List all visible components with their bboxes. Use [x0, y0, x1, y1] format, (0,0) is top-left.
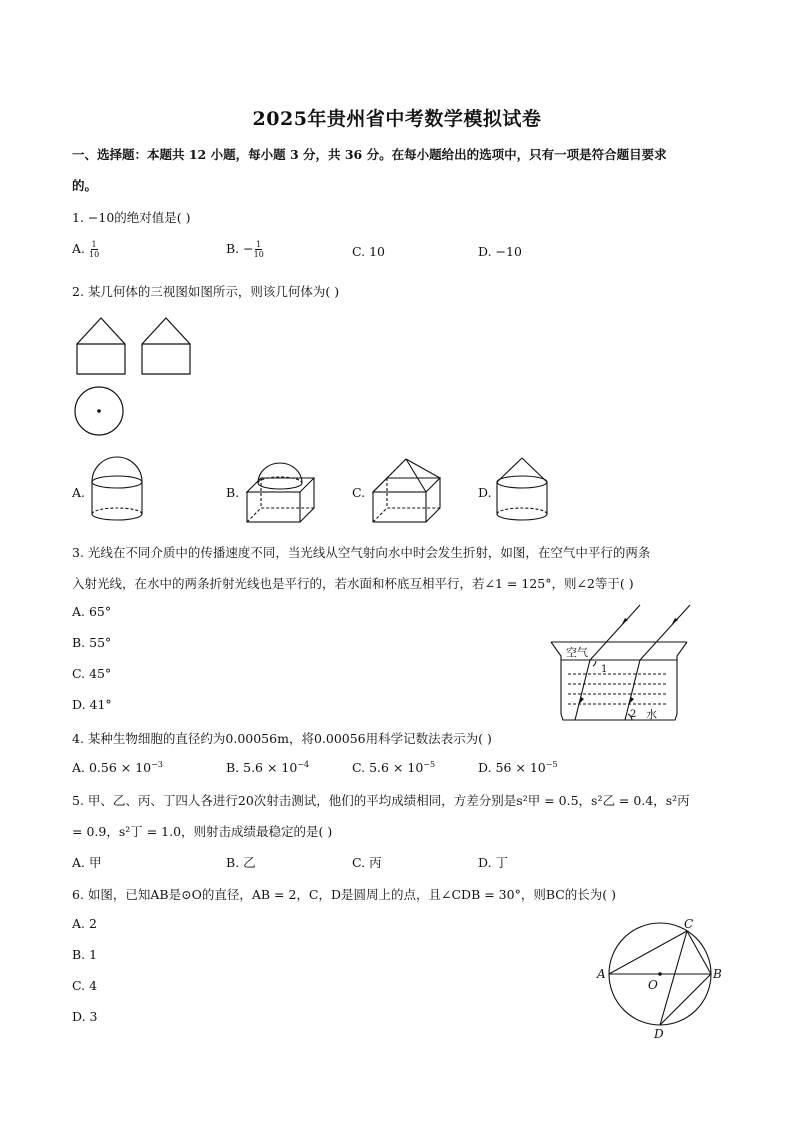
q6-option-b[interactable]: B. 1 [72, 947, 98, 962]
q2-option-a[interactable]: A. [72, 485, 86, 500]
q2-stem: 2. 某几何体的三视图如图所示，则该几何体为( ) [72, 284, 340, 299]
q1-option-d[interactable]: D. −10 [478, 244, 522, 259]
q1-stem: 1. −10的绝对值是( ) [72, 210, 191, 225]
q5-option-c[interactable]: C. 丙 [352, 855, 382, 870]
q2-option-d[interactable]: D. [478, 485, 492, 500]
q4-option-c-base: C. 5.6 × 10 [352, 760, 424, 776]
q6-stem: 6. 如图，已知AB是⊙O的直径，AB = 2，C，D是圆周上的点，且∠CDB = 30°，则BC的长为( ) [72, 887, 617, 902]
label-d: D [654, 1027, 664, 1041]
q6-option-d[interactable]: D. 3 [72, 1009, 98, 1024]
q3-stem-line1: 3. 光线在不同介质中的传播速度不同，当光线从空气射向水中时会发生折射，如图，在空气中平行的两条 [72, 545, 651, 560]
q4-option-b-base: B. 5.6 × 10 [226, 760, 298, 776]
air-label: 空气 [566, 646, 588, 659]
q5-stem-line1: 5. 甲、乙、丙、丁四人各进行20次射击测试，他们的平均成绩相同，方差分别是s²甲 = 0.5，s²乙 = 0.4，s²丙 [72, 793, 690, 808]
q1-option-a-prefix: A. [72, 241, 89, 256]
q1-option-a-numerator: 1 [91, 240, 97, 249]
q4-option-d-exp: −5 [545, 760, 558, 769]
q1-option-b-numerator: 1 [256, 240, 262, 249]
center-dot-o [658, 972, 662, 976]
section-header-line1: 一、选择题：本题共 12 小题，每小题 3 分，共 36 分。在每小题给出的选项中，只有一项是符合题目要求 [72, 147, 667, 162]
q5-stem-line2: = 0.9，s²丁 = 1.0，则射击成绩最稳定的是( ) [72, 824, 333, 839]
water-label: 水 [646, 708, 657, 721]
q2-option-c[interactable]: C. [352, 485, 366, 500]
q1-option-b-prefix: B. − [226, 241, 254, 256]
chord-cb [687, 931, 711, 974]
q5-option-d[interactable]: D. 丁 [478, 855, 509, 870]
chord-ac [609, 931, 687, 974]
q4-stem: 4. 某种生物细胞的直径约为0.00056m，将0.00056用科学记数法表示为( ) [72, 731, 492, 746]
angle-2-label: 2 [630, 709, 637, 720]
q4-option-d-base: D. 56 × 10 [478, 760, 546, 776]
q3-option-b[interactable]: B. 55° [72, 635, 112, 650]
q5-option-a[interactable]: A. 甲 [72, 855, 102, 870]
label-o: O [648, 978, 658, 992]
q4-option-a-exp: −3 [151, 760, 163, 769]
q2-option-b[interactable]: B. [226, 485, 240, 500]
q3-stem-line2: 入射光线，在水中的两条折射光线也是平行的，若水面和杯底互相平行，若∠1 = 125°，则∠2等于( ) [72, 576, 634, 591]
q4-option-c-exp: −5 [423, 760, 436, 769]
q5-option-b[interactable]: B. 乙 [226, 855, 256, 870]
label-b: B [713, 967, 722, 981]
label-c: C [684, 917, 694, 931]
angle-1-label: 1 [601, 664, 608, 675]
label-a: A [597, 967, 606, 981]
q1-option-b-denominator: 10 [253, 250, 264, 259]
q3-option-c[interactable]: C. 45° [72, 666, 112, 681]
q6-option-c[interactable]: C. 4 [72, 978, 98, 993]
section-header-line2: 的。 [72, 178, 98, 193]
q4-option-a-base: A. 0.56 × 10 [72, 760, 152, 776]
q1-option-c[interactable]: C. 10 [352, 244, 385, 259]
q3-option-a[interactable]: A. 65° [72, 604, 112, 619]
q1-option-a-denominator: 10 [88, 250, 100, 259]
q3-option-d[interactable]: D. 41° [72, 697, 112, 712]
page-title: 2025年贵州省中考数学模拟试卷 [252, 108, 542, 130]
q6-option-a[interactable]: A. 2 [72, 916, 97, 931]
q4-option-b-exp: −4 [297, 760, 310, 769]
